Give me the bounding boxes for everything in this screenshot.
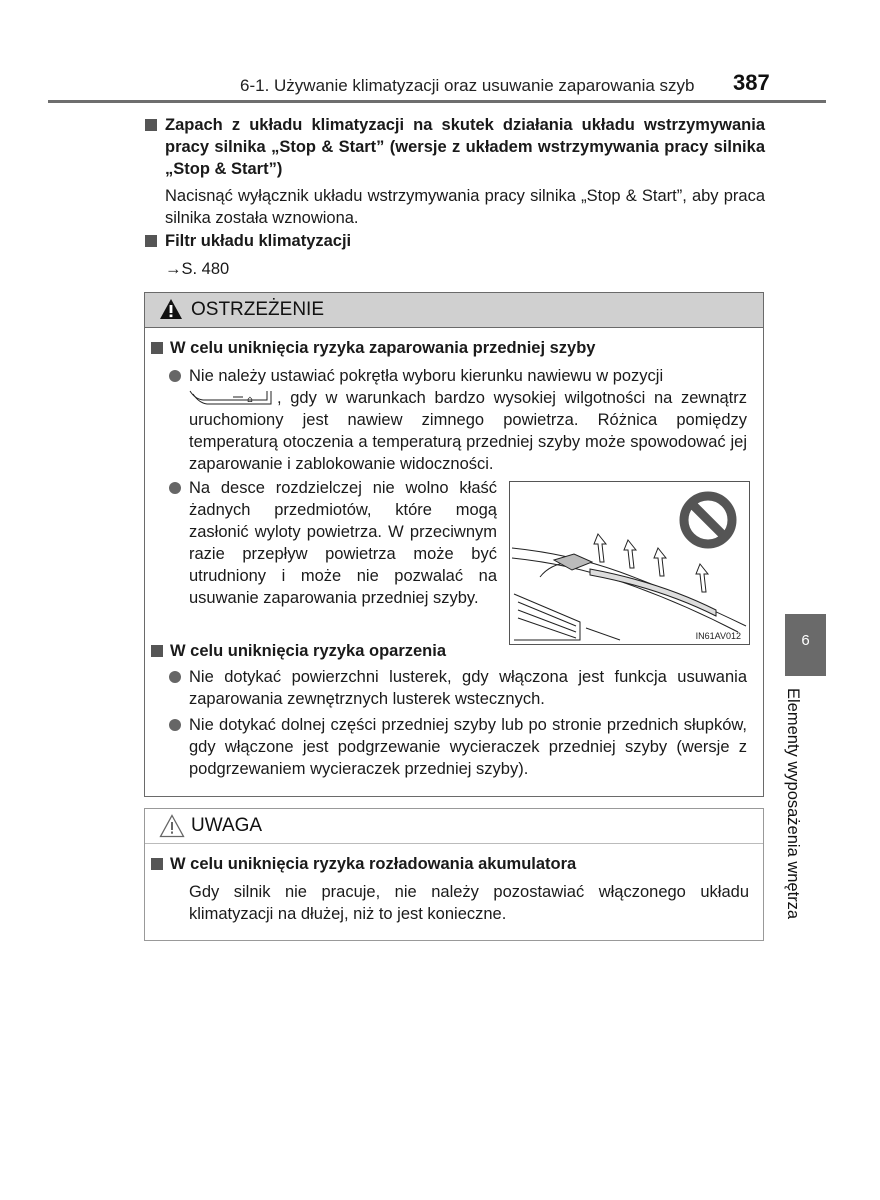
section-odor [145,114,765,229]
caution-triangle-outline-icon [159,814,185,838]
list-item [169,477,497,609]
prohibition-icon [684,496,732,544]
dashboard-illustration [509,481,750,645]
notice-box [144,808,764,941]
square-bullet-icon [145,235,157,247]
round-bullet-icon [169,482,181,494]
chapter-side-label [783,688,813,938]
svg-text:⌂: ⌂ [247,395,253,405]
page-reference: →S. 480 [165,260,230,278]
airflow-dial-windshield-icon [189,389,275,407]
chapter-side-label-text: Elementy wyposażenia wnętrza [784,688,802,920]
subheading-text: W celu uniknięcia ryzyka zaparowania przedniej szyby [170,339,596,357]
round-bullet-icon [169,370,181,382]
notice-body [169,881,749,925]
warning-triangle-icon [159,298,183,320]
list-item [169,714,747,780]
warning-box [144,292,764,797]
list-item [169,365,747,475]
page-number: 387 [733,70,770,95]
dashboard-vents-diagram [510,482,749,644]
chapter-tab: 6 [785,614,826,676]
item-text: Na desce rozdzielczej nie wolno kłaść żadnych przedmiotów, które mogą zasłonić wyloty powietrza. W przeciwnym razie przepływ powietrza może być utrudniony i może nie pozwalać na usuwanie zaparowania przedniej szyby. [189,479,497,607]
notice-subheading [151,855,576,874]
warning-title: OSTRZEŻENIE [191,299,325,320]
notice-header [145,809,763,844]
subheading-text: W celu uniknięcia ryzyka rozładowania akumulatora [170,855,577,873]
warning-header [145,293,763,328]
illustration-code: IN61AV012 [695,631,741,641]
square-bullet-icon [151,645,163,657]
round-bullet-icon [169,719,181,731]
section-body: Nacisnąć wyłącznik układu wstrzymywania pracy silnika „Stop & Start”, aby praca silnika została wznowiona. [165,187,765,227]
item-text-continued: , gdy w warunkach bardzo wysokiej wilgotności na zewnątrz uruchomiony jest nawiew zimnego powietrza. Różnica pomiędzy temperaturą otoczenia a temperaturą przedniej szyby może spowodować jej zaparowanie i zablokowanie widoczności. [189,389,747,473]
section-heading: Filtr układu klimatyzacji [165,232,352,250]
section-filter [145,230,765,280]
notice-text: Gdy silnik nie pracuje, nie należy pozostawiać włączonego układu klimatyzacji na dłużej, niż to jest konieczne. [189,883,749,923]
subheading-text: W celu uniknięcia ryzyka oparzenia [170,642,447,660]
item-text: Nie dotykać dolnej części przedniej szyby lub po stronie przednich słupków, gdy włączone jest podgrzewanie wycieraczek przedniej szyby (wersje z podgrzewaniem wycieraczek przedniej szyby). [189,716,747,778]
item-text: Nie dotykać powierzchni lusterek, gdy włączona jest funkcja usuwania zaparowania zewnętrznych lusterek wstecznych. [189,668,747,708]
header-divider [48,100,826,103]
square-bullet-icon [151,858,163,870]
running-header-title: 6-1. Używanie klimatyzacji oraz usuwanie zaparowania szyb [240,76,695,95]
section-heading: Zapach z układu klimatyzacji na skutek działania układu wstrzymywania pracy silnika „Stop & Start” (wersje z układem wstrzymywania pracy silnika „Stop & Start”) [165,116,765,178]
notice-title: UWAGA [191,815,263,836]
round-bullet-icon [169,671,181,683]
warning-subheading-burns [151,642,446,661]
warning-subheading-fogging [151,339,596,358]
item-text: Nie należy ustawiać pokrętła wyboru kierunku nawiewu w pozycji [189,367,664,385]
list-item [169,666,747,710]
square-bullet-icon [151,342,163,354]
square-bullet-icon [145,119,157,131]
